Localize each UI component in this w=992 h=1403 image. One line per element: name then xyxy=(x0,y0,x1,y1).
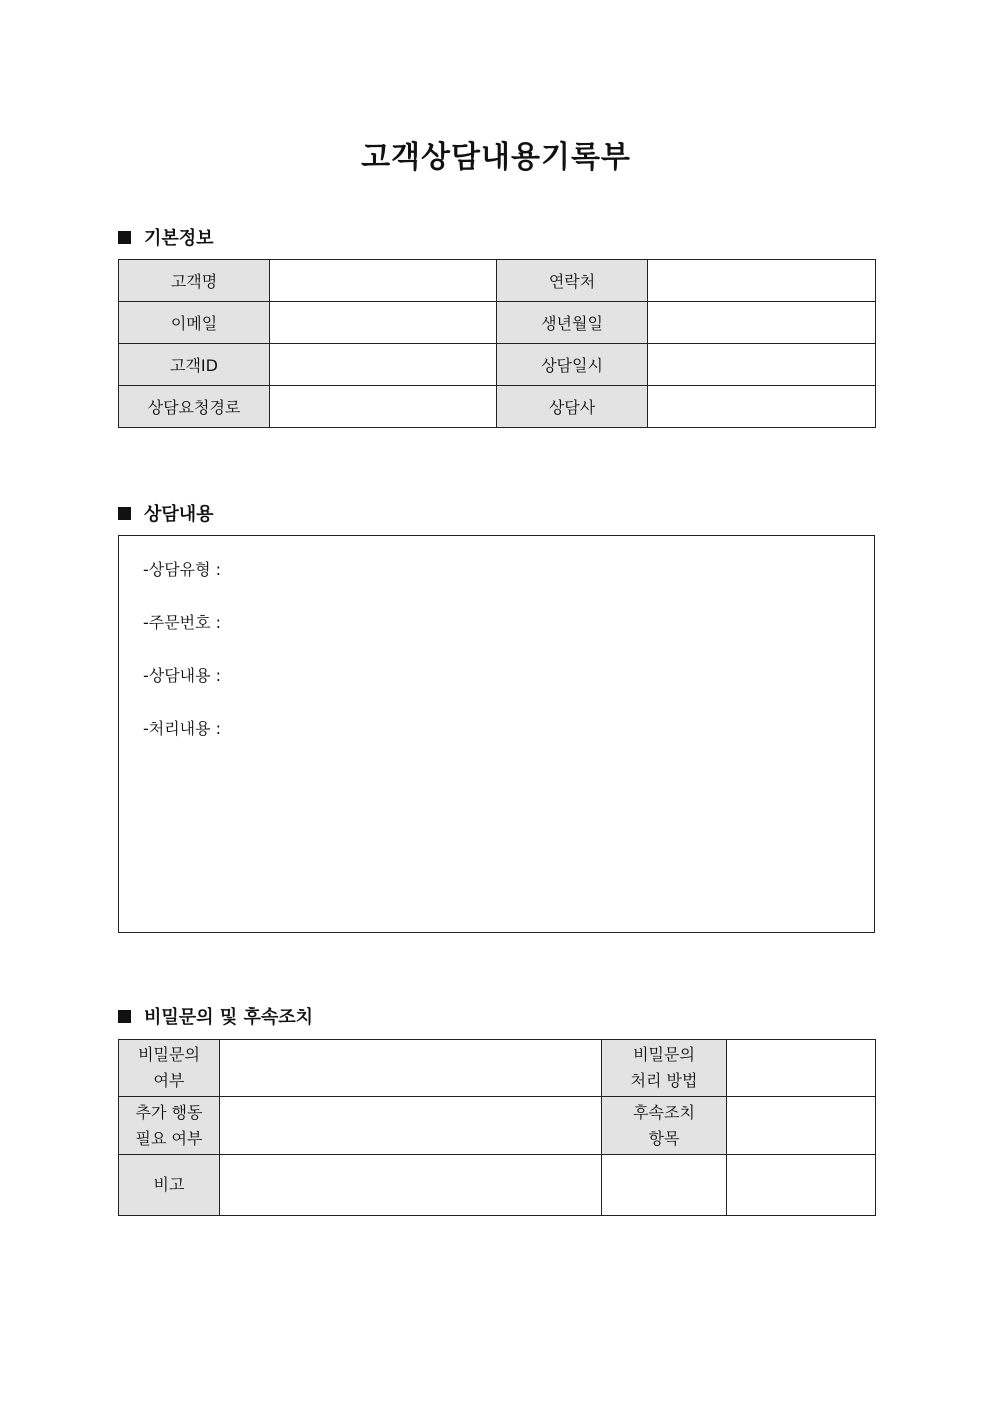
secret-inquiry-yn-field[interactable] xyxy=(220,1040,602,1097)
remarks-field[interactable] xyxy=(220,1155,602,1216)
table-row xyxy=(119,260,876,302)
consult-datetime-label: 상담일시 xyxy=(497,344,648,386)
customer-name-field[interactable] xyxy=(270,260,497,302)
contact-label: 연락처 xyxy=(497,260,648,302)
followup-label xyxy=(602,1097,727,1155)
customer-name-label: 고객명 xyxy=(119,260,270,302)
remarks-extra-cell-2[interactable] xyxy=(727,1155,876,1216)
section-title: 기본정보 xyxy=(144,228,214,249)
consult-type-line: -상담유형 : xyxy=(143,560,222,579)
table-row xyxy=(119,1155,876,1216)
request-channel-field[interactable] xyxy=(270,386,497,428)
consultant-label: 상담사 xyxy=(497,386,648,428)
square-bullet-icon xyxy=(118,1010,131,1023)
birth-date-field[interactable] xyxy=(648,302,876,344)
extra-action-label xyxy=(119,1097,220,1155)
handling-content-line: -처리내용 : xyxy=(143,719,222,738)
secret-inquiry-table xyxy=(118,1039,876,1216)
remarks-extra-cell-1[interactable] xyxy=(602,1155,727,1216)
consultation-content-box[interactable] xyxy=(118,535,875,933)
followup-field[interactable] xyxy=(727,1097,876,1155)
order-number-line: -주문번호 : xyxy=(143,613,222,632)
section-heading-consultation xyxy=(118,500,214,526)
table-row xyxy=(119,344,876,386)
label-line: 처리 방법 xyxy=(630,1071,698,1090)
consult-datetime-field[interactable] xyxy=(648,344,876,386)
secret-inquiry-method-field[interactable] xyxy=(727,1040,876,1097)
table-row xyxy=(119,302,876,344)
secret-inquiry-yn-label xyxy=(119,1040,220,1097)
table-row xyxy=(119,1097,876,1155)
basic-info-table xyxy=(118,259,876,428)
birth-date-label: 생년월일 xyxy=(497,302,648,344)
label-line: 비밀문의 xyxy=(138,1045,200,1064)
table-row xyxy=(119,386,876,428)
label-line: 필요 여부 xyxy=(135,1128,203,1148)
extra-action-field[interactable] xyxy=(220,1097,602,1155)
section-title: 비밀문의 및 후속조치 xyxy=(144,1007,314,1028)
section-heading-basic-info xyxy=(118,224,214,250)
square-bullet-icon xyxy=(118,507,131,520)
request-channel-label: 상담요청경로 xyxy=(119,386,270,428)
page-title: 고객상담내용기록부 xyxy=(361,140,631,175)
table-row xyxy=(119,1040,876,1097)
section-title: 상담내용 xyxy=(144,504,214,525)
section-heading-secret-inquiry xyxy=(118,1003,313,1029)
customer-id-field[interactable] xyxy=(270,344,497,386)
label-line: 후속조치 xyxy=(633,1102,695,1122)
secret-inquiry-method-label xyxy=(602,1040,727,1097)
consult-content-line: -상담내용 : xyxy=(143,666,222,685)
customer-id-label: 고객ID xyxy=(119,344,270,386)
label-line: 항목 xyxy=(648,1128,680,1148)
remarks-label: 비고 xyxy=(119,1155,220,1216)
consultant-field[interactable] xyxy=(648,386,876,428)
email-label: 이메일 xyxy=(119,302,270,344)
contact-field[interactable] xyxy=(648,260,876,302)
email-field[interactable] xyxy=(270,302,497,344)
label-line: 비밀문의 xyxy=(633,1045,695,1064)
label-line: 여부 xyxy=(153,1071,185,1090)
label-line: 추가 행동 xyxy=(135,1102,203,1122)
square-bullet-icon xyxy=(118,231,131,244)
